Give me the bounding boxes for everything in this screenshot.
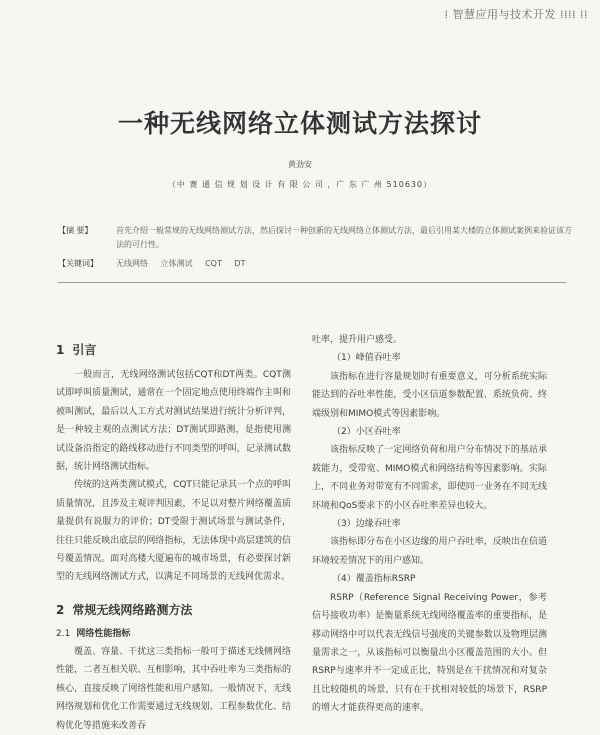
section-heading — [56, 341, 291, 358]
paragraph: 一般而言，无线网络测试包括CQT和DT两类。CQT测试即呼叫质量测试，通常在一个固定地点使用终端作主叫和被叫测试，最后以人工方式对测试结果进行统计分析评判，是一种较主观的点测试方法；DT测试即路测，是指使用测试设备沿指定的路线移动进行不同类型的呼叫，记录测试数据，统计网络测试指标。 — [56, 370, 291, 473]
subsection-title: 网络性能指标 — [76, 628, 131, 639]
section-heading — [56, 601, 291, 618]
keyword: DT — [234, 259, 246, 268]
section-number: 2 — [56, 602, 65, 617]
section-number: 1 — [56, 343, 65, 357]
keyword: 立体测试 — [160, 259, 193, 268]
keyword: 无线网络 — [116, 259, 148, 268]
keywords — [58, 257, 578, 271]
paragraph: RSRP（Reference Signal Receiving Power，参考信号接收功率）是衡量系统无线网络覆盖率的重要指标，是移动网络中可以代表无线信号强度的关键参数以及物理层测量需求之一，从该指标可以衡量出小区覆盖范围的大小。但RSRP与速率并不一定成正比，特别是在干扰情况和对复杂且比较随机的场景，只有在干扰相对较低的场景下，RSRP的增大才能获得更高的速率。 — [312, 592, 547, 714]
paragraph: 传统的这两类测试模式，CQT只能记录其一个点的呼叫质量情况，且涉及主观评判因素，不足以对整片网络覆盖质量提供有说服力的评价；DT受限于测试场景与测试条件，往往只能反映出底层的网络指标，无法体现中高层建筑的信号覆盖情况。面对高楼大厦遍布的城市场景，有必要探讨新型的无线网络测试方式，以满足不同场景的无线网优需求。 — [56, 480, 291, 583]
left-column — [56, 331, 291, 735]
paragraph: 该指标即分布在小区边缘的用户吞吐率，反映出在信道环境较差情况下的用户感知。 — [312, 537, 547, 566]
subsection-heading — [56, 626, 291, 639]
item-heading: （4）覆盖指标RSRP — [332, 574, 416, 585]
subsection-number: 2.1 — [56, 628, 71, 639]
abstract-text: 首先介绍一般常规的无线网络测试方法，然后探讨一种创新的无线网络立体测试方法，最后引用某大楼的立体测试案例来验证该方法的可行性。 — [116, 226, 572, 249]
section-title: 引言 — [72, 343, 97, 357]
author: 黄劲安 — [288, 160, 312, 169]
section-title: 常规无线网络路测方法 — [72, 602, 193, 617]
paragraph: 该指标在进行容量规划时有重要意义，可分析系统实际能达到的吞吐率性能，受小区信道参数配置、系统负荷、终端级别和MIMO模式等因素影响。 — [312, 371, 547, 419]
abstract-label: 【摘 要】 — [58, 226, 93, 235]
article-title: 一种无线网络立体测试方法探讨 — [117, 109, 482, 138]
paragraph: 覆盖、容量、干扰这三类指标一般可于描述无线侧网络性能，二者互相关联、互相影响，其中吞吐率为三类指标的核心，直接反映了网络性能和用户感知。一般情况下，无线网络规划和优化工作需要通过无线规划、工程参数优化、结构优化等措施来改善吞 — [56, 646, 291, 731]
running-head: ⁞ 智慧应用与技术开发 ⁞⁞⁞⁞ ⁞⁞ — [444, 8, 588, 21]
divider — [58, 282, 566, 283]
keyword: CQT — [205, 259, 222, 268]
right-column — [312, 331, 547, 718]
affiliation: （中 赛 通 信 规 划 设 计 有 限 公 司 ，广 东 广 州 510630） — [167, 180, 433, 189]
keywords-label: 【关键词】 — [58, 259, 98, 268]
paragraph: 吐率，提升用户感受。 — [312, 335, 403, 345]
paragraph: 该指标反映了一定网络负荷和用户分布情况下的基站承载能力，受带宽、MIMO模式和网络结构等因素影响。实际上，不同业务对带宽有不同需求，即使同一业务在不同无线环境和QoS要求下的小区吞吐率差异也较大。 — [312, 445, 547, 511]
item-heading: （1）峰值吞吐率 — [332, 353, 401, 364]
abstract — [58, 224, 578, 252]
item-heading: （3）边缘吞吐率 — [332, 519, 401, 530]
item-heading: （2）小区吞吐率 — [332, 427, 401, 438]
